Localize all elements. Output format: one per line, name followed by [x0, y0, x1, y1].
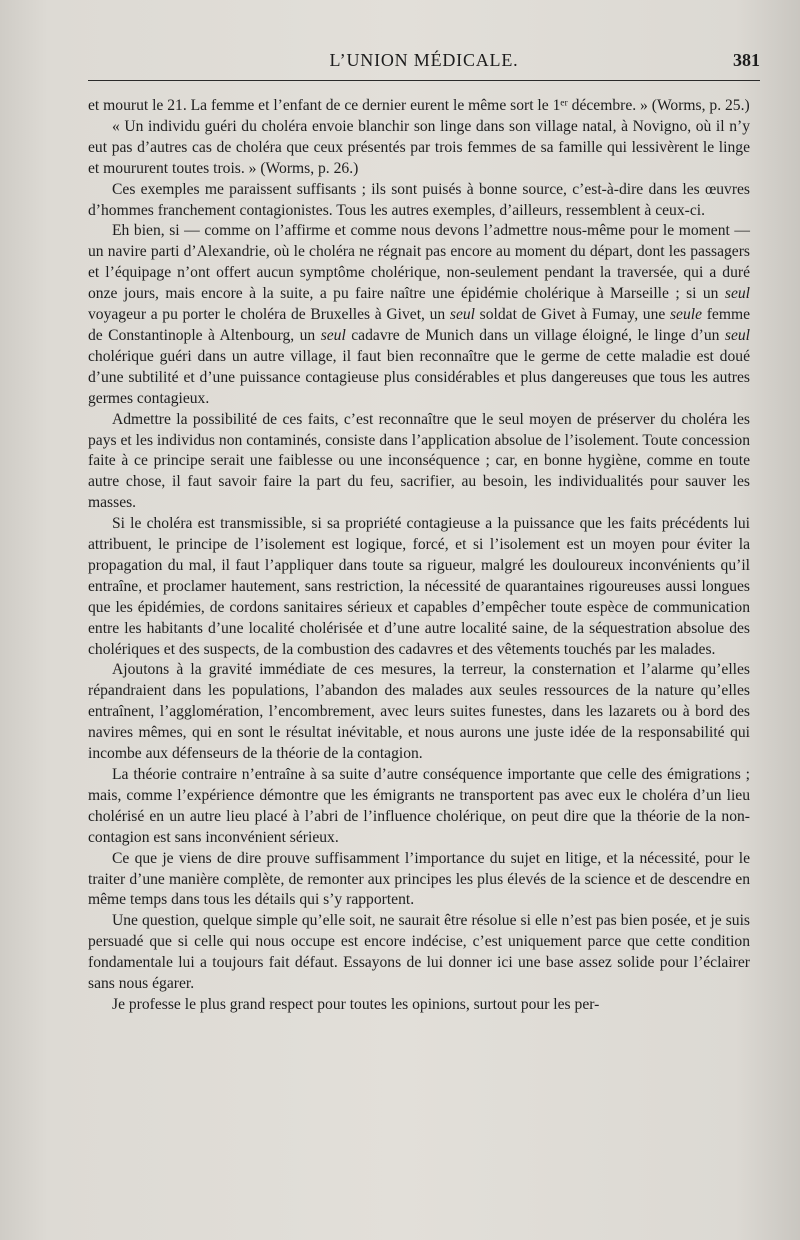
paragraph-p4 — [88, 221, 750, 409]
paragraph-p3 — [88, 180, 750, 222]
emphasis-text: seul — [724, 285, 750, 303]
paragraph-text: soldat de Givet à Fumay, une — [475, 306, 670, 324]
paragraph-p2 — [88, 117, 750, 180]
paragraph-text: et mourut le 21. La femme et l’enfant de ce dernier eurent le même sort le 1ᵉʳ décembre. » (Worms, p. 25.) — [88, 97, 750, 114]
paragraph-text: La théorie contraire n’entraîne à sa suite d’autre conséquence importante que celle des émigrations ; mais, comme l’expérience démontre que les émigrants ne transportent pas avec eux le choléra d’un lieu cholérisé en un autre lieu placé à l’abri de l’influence cholérique, on peut dire que la théorie de la non-contagion est sans inconvénient sérieux. — [88, 766, 750, 846]
page-number: 381 — [733, 50, 760, 70]
paragraph-text: Eh bien, si — comme on l’affirme et comme nous devons l’admettre nous-même pour le moment — un navire parti d’Alexandrie, où le choléra ne régnait pas encore au moment du départ, dont les passagers et l’équipage n’ont offert aucun symptôme cholérique, non-seulement pendant la traversée, qui a duré onze jours, mais encore à la suite, a pu faire naître une épidémie cholérique à Marseille ; si un — [88, 222, 750, 303]
paragraph-p9 — [88, 849, 750, 912]
paragraph-text: Ce que je viens de dire prouve suffisamment l’importance du sujet en litige, et la nécessité, pour le traiter d’une manière complète, de remonter aux principes les plus élevés de la science et de descendre en même temps dans tous les détails qui s’y rapportent. — [88, 849, 750, 909]
paragraph-text: Je professe le plus grand respect pour toutes les opinions, surtout pour les per- — [112, 995, 600, 1013]
paragraph-text: Ces exemples me paraissent suffisants ; ils sont puisés à bonne source, c’est-à-dire dans les œuvres d’hommes franchement contagionistes. Tous les autres exemples, d’ailleurs, ressemblent à ceux-ci. — [88, 180, 750, 219]
paragraph-p1 — [88, 96, 750, 117]
paragraph-p8 — [88, 765, 750, 849]
emphasis-text: seul — [320, 326, 346, 344]
paragraph-p5 — [88, 410, 750, 515]
paragraph-text: voyageur a pu porter le choléra de Bruxelles à Givet, un — [88, 306, 450, 324]
paragraph-text: Si le choléra est transmissible, si sa propriété contagieuse a la puissance que les faits précédents lui attribuent, le principe de l’isolement est logique, forcé, et si l’isolement est un moyen pour éviter la propagation du mal, il faut l’appliquer dans toute sa rigueur, malgré les douloureux inconvénients qu’il entraîne, et proclamer hautement, sans restriction, la nécessité de quarantaines rigoureuses aussi longues que les épidémies, de cordons sanitaires sérieux et capables d’empêcher toute espèce de communication entre les habitants d’une localité cholérisée et d’une autre localité saine, de la séquestration absolue des cholériques et des suspects, de la combustion des cadavres et des vêtements touchés par les malades. — [88, 515, 750, 658]
paragraph-p7 — [88, 660, 750, 765]
paragraph-text: Admettre la possibilité de ces faits, c’est reconnaître que le seul moyen de préserver du choléra les pays et les individus non contaminés, consiste dans l’application absolue de l’isolement. Toute concession faite à ce principe serait une faiblesse ou une inconséquence ; car, en bonne hygiène, comme en toute autre chose, il faut savoir faire la part du feu, sacrifier, au besoin, les individualités pour sauver les masses. — [88, 410, 750, 512]
page-header — [88, 44, 760, 78]
paragraph-p6 — [88, 514, 750, 660]
paragraph-text: cholérique guéri dans un autre village, il faut bien reconnaître que le germe de cette maladie est doué d’une subtilité et d’une puissance contagieuse plus considérables et plus dangereuses que tous les autres germes contagieux. — [88, 347, 750, 407]
paragraph-p11 — [88, 995, 750, 1016]
paragraph-text: Une question, quelque simple qu’elle soit, ne saurait être résolue si elle n’est pas bien posée, et je suis persuadé que si celle qui nous occupe est encore indécise, c’est uniquement parce que cette condition fondamentale lui a toujours fait défaut. Essayons de lui donner ici une base assez solide pour l’éclairer sans nous égarer. — [88, 912, 750, 993]
paragraph-p10 — [88, 911, 750, 995]
paragraph-text: Ajoutons à la gravité immédiate de ces mesures, la terreur, la consternation et l’alarme qu’elles répandraient dans les populations, l’abandon des malades aux seules ressources de la nature qu’elles entraînent, l’agglomération, l’encombrement, avec leurs suites funestes, dans les lazarets ou à bord des navires mêmes, qui en sont le résultat inévitable, et nous aurons une juste idée de la responsabilité qui incombe aux défenseurs de la théorie de la contagion. — [88, 661, 750, 763]
running-title: L’UNION MÉDICALE. — [329, 50, 519, 70]
emphasis-text: seule — [669, 306, 703, 324]
emphasis-text: seul — [724, 326, 750, 344]
paragraph-text: cadavre de Munich dans un village éloigné, le linge d’un — [345, 326, 725, 344]
header-rule — [88, 80, 760, 81]
emphasis-text: seul — [449, 306, 475, 324]
paragraph-text: « Un individu guéri du choléra envoie blanchir son linge dans son village natal, à Novigno, où il n’y eut pas d’autres cas de choléra que ceux présentés par trois femmes de sa famille qui lessivèrent le linge et moururent toutes trois. » (Worms, p. 26.) — [88, 117, 750, 177]
paragraph-text: femme de Constantinople à Altenbourg, un — [88, 306, 751, 344]
body-text — [88, 96, 750, 1016]
